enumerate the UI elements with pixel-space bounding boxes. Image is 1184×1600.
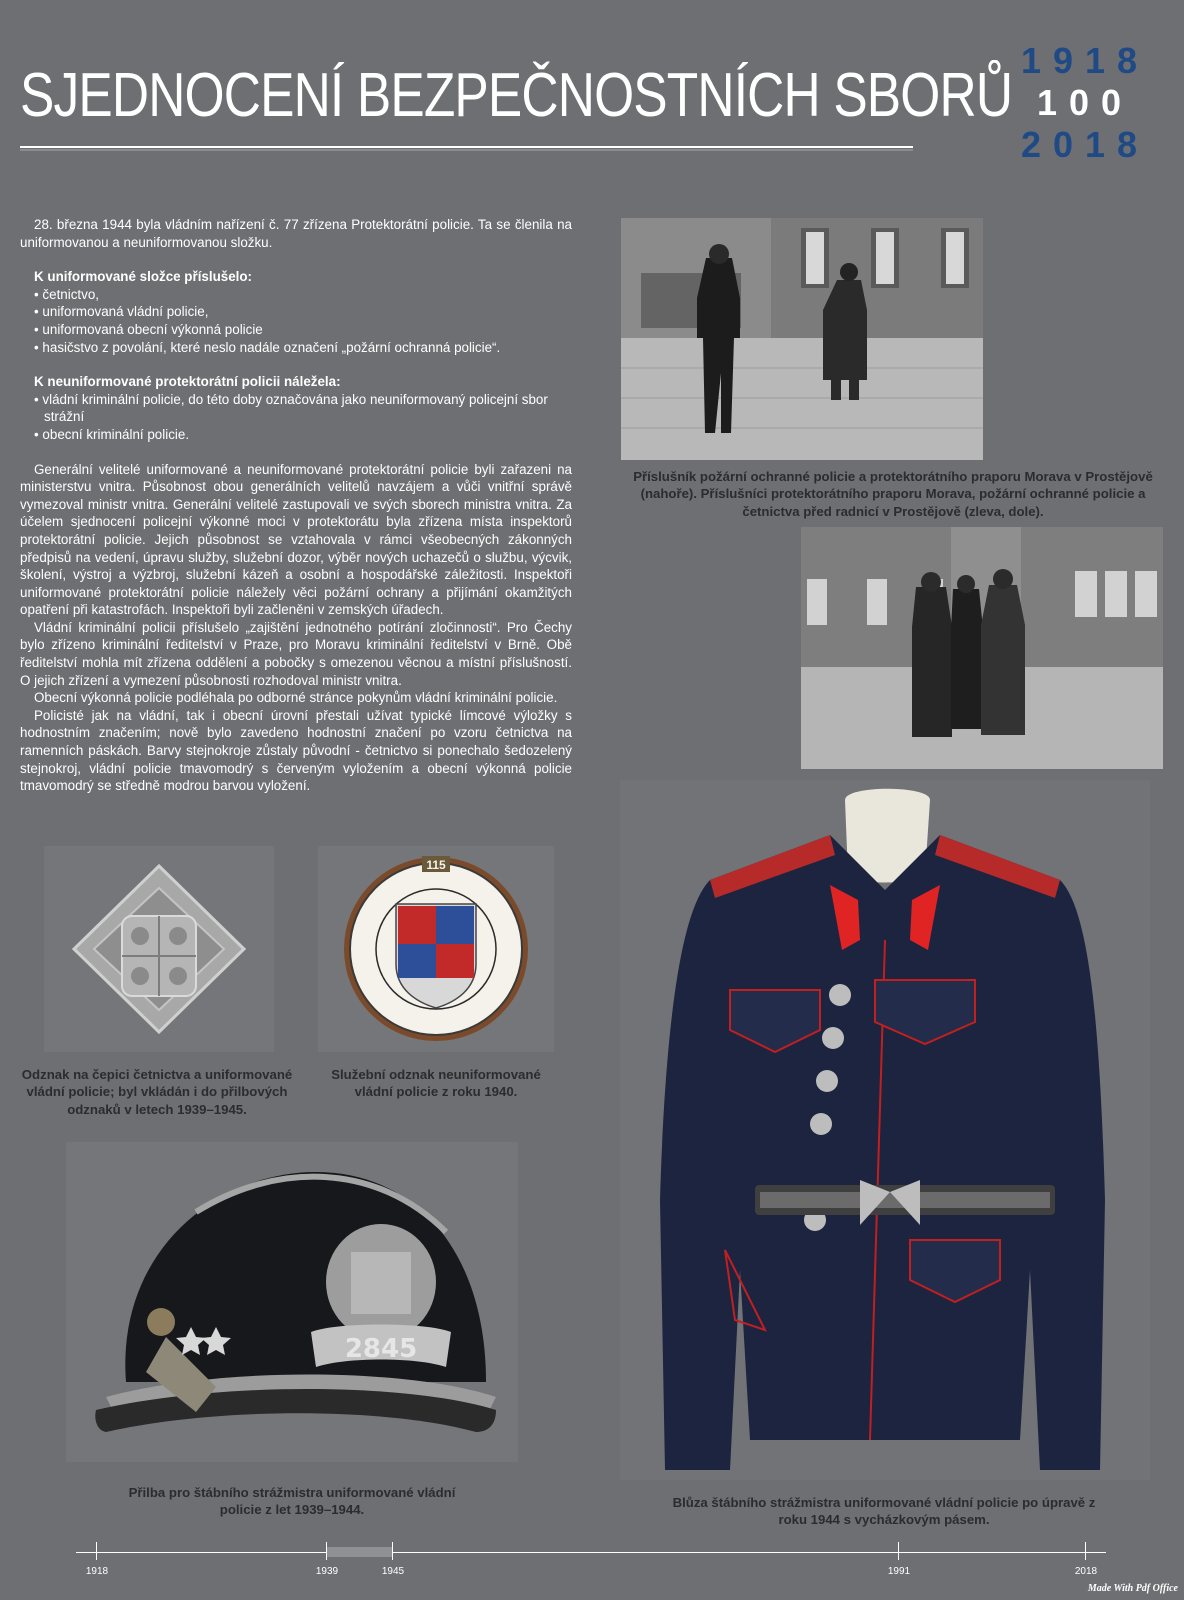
article-text (20, 216, 572, 795)
tunic-caption: Blůza štábního strážmistra uniformované vládní policie po úpravě z roku 1944 s vycházkovým pásem. (672, 1495, 1096, 1528)
intro-paragraph: 28. března 1944 byla vládním nařízení č. 77 zřízena Protektorátní policie. Ta se členila na uniformovanou a neuniformovanou složku. (20, 217, 572, 250)
helmet-caption: Přilba pro štábního strážmistra uniformované vládní policie z let 1939–1944. (128, 1485, 456, 1518)
watermark: Made With Pdf Office (1087, 1583, 1178, 1594)
uniformed-heading: K uniformované složce příslušelo: (34, 269, 253, 285)
timeline-label: 1939 (315, 1566, 339, 1577)
timeline-label: 1945 (381, 1566, 405, 1577)
timeline-tick (96, 1542, 97, 1560)
nonuniformed-heading: K neuniformované protektorátní policii náležela: (34, 374, 341, 390)
logo-year-bottom: 2018 (1020, 124, 1150, 165)
timeline-label: 2018 (1074, 1566, 1098, 1577)
title-underline (20, 146, 913, 148)
cap-badge-panel (44, 846, 274, 1052)
logo-year-top: 1918 (1020, 40, 1150, 81)
paragraph: Obecní výkonná policie podléhala po odborné stránce pokynům vládní kriminální policie. (34, 690, 558, 706)
uniformed-list (20, 286, 572, 356)
tunic-image (620, 780, 1150, 1480)
helmet-panel (66, 1142, 518, 1462)
timeline-axis (76, 1552, 1106, 1553)
photos-caption: Příslušník požární ochranné policie a protektorátního praporu Morava v Prostějově (nahoře). Příslušníci protektorátního praporu Morava, požární ochranné policie a četnictva před radnicí v Prostějově (zleva, dole). (633, 469, 1153, 519)
paragraph: Vládní kriminální policii příslušelo „zajištění jednotného potírání zločinnosti“. Pro Čechy bylo zřízeno kriminální ředitelství v Praze, pro Moravu kriminální ředitelství v Brně. Obě ředitelství mohla mít zřízena oddělení a pobočky s omezenou věcnou a místní příslušností. O jejich zřízení a vymezení působnosti rozhodoval ministr vnitra. (20, 619, 572, 688)
page-title: SJEDNOCENÍ BEZPEČNOSTNÍCH SBORŮ (20, 61, 1013, 130)
service-badge-image (318, 846, 554, 1052)
timeline-era-highlight (326, 1547, 392, 1557)
list-item: • obecní kriminální policie. (34, 426, 572, 444)
timeline-tick (392, 1542, 393, 1560)
helmet-number: 2845 (344, 1334, 418, 1364)
timeline-label: 1991 (887, 1566, 911, 1577)
list-item: • uniformovaná obecní výkonná policie (34, 321, 572, 339)
badge-number: 115 (426, 858, 446, 872)
timeline-label: 1918 (85, 1566, 109, 1577)
timeline-tick (326, 1542, 327, 1560)
tunic-panel (620, 780, 1150, 1480)
helmet-image (66, 1142, 518, 1462)
cap-badge-caption: Odznak na čepici četnictva a uniformované vládní policie; byl vkládán i do přilbových odznaků v letech 1939–1945. (21, 1067, 293, 1117)
list-item: • vládní kriminální policie, do této doby označována jako neuniformovaný policejní sbor strážní (34, 391, 572, 426)
list-item: • hasičstvo z povolání, které neslo nadále označení „požární ochranná policie“. (34, 339, 572, 357)
service-badge-caption: Služební odznak neuniformované vládní policie z roku 1940. (331, 1067, 541, 1100)
paragraph: Policisté jak na vládní, tak i obecní úrovní přestali užívat typické límcové výložky s hodnostním značením; nově bylo zavedeno hodnostní značení po vzoru četnictva na ramenních páskách. Barvy stejnokroje zůstaly původní - četnictvo si ponechalo šedozelený stejnokroj, vládní policie tmavomodrý s červeným vyložením a obecní výkonná policie tmavomodrý se středně modrou barvou vyložení. (20, 707, 572, 794)
cap-badge-image (44, 846, 274, 1052)
list-item: • uniformovaná vládní policie, (34, 303, 572, 321)
timeline-tick (898, 1542, 899, 1560)
timeline-tick (1085, 1542, 1086, 1560)
logo-year-middle: 100 (1036, 82, 1134, 123)
list-item: • četnictvo, (34, 286, 572, 304)
service-badge-panel (318, 846, 554, 1052)
paragraph: Generální velitelé uniformované a neuniformované protektorátní policie byli zařazeni na ministerstvu vnitra. Působnost obou generálních velitelů navzájem a vůči vnitřní správě vymezoval ministr vnitra. Generální velitelé zastupovali ve svých sborech ministra vnitra. Za účelem sjednocení policejní výkonné moci v protektorátu byla zřízena místa inspektorů protektorátní policie. Jejich působnost se vztahovala v rámci všeobecných zákonných předpisů na vedení, úpravu služby, služební dozor, výběr nových uchazečů o službu, výcvik, školení, výstroj a výzbroj, služební kázeň a osobní a hospodářské záležitosti. Inspektoři uniformované protektorátní policie náležely věci požární ochrany a přijímání okamžitých opatření při katastrofách. Inspektoři byli začleněni v zemských úřadech. (20, 461, 572, 618)
nonuniformed-list (20, 391, 572, 444)
historic-photo-top (621, 218, 983, 460)
historic-photo-bottom (801, 527, 1163, 769)
